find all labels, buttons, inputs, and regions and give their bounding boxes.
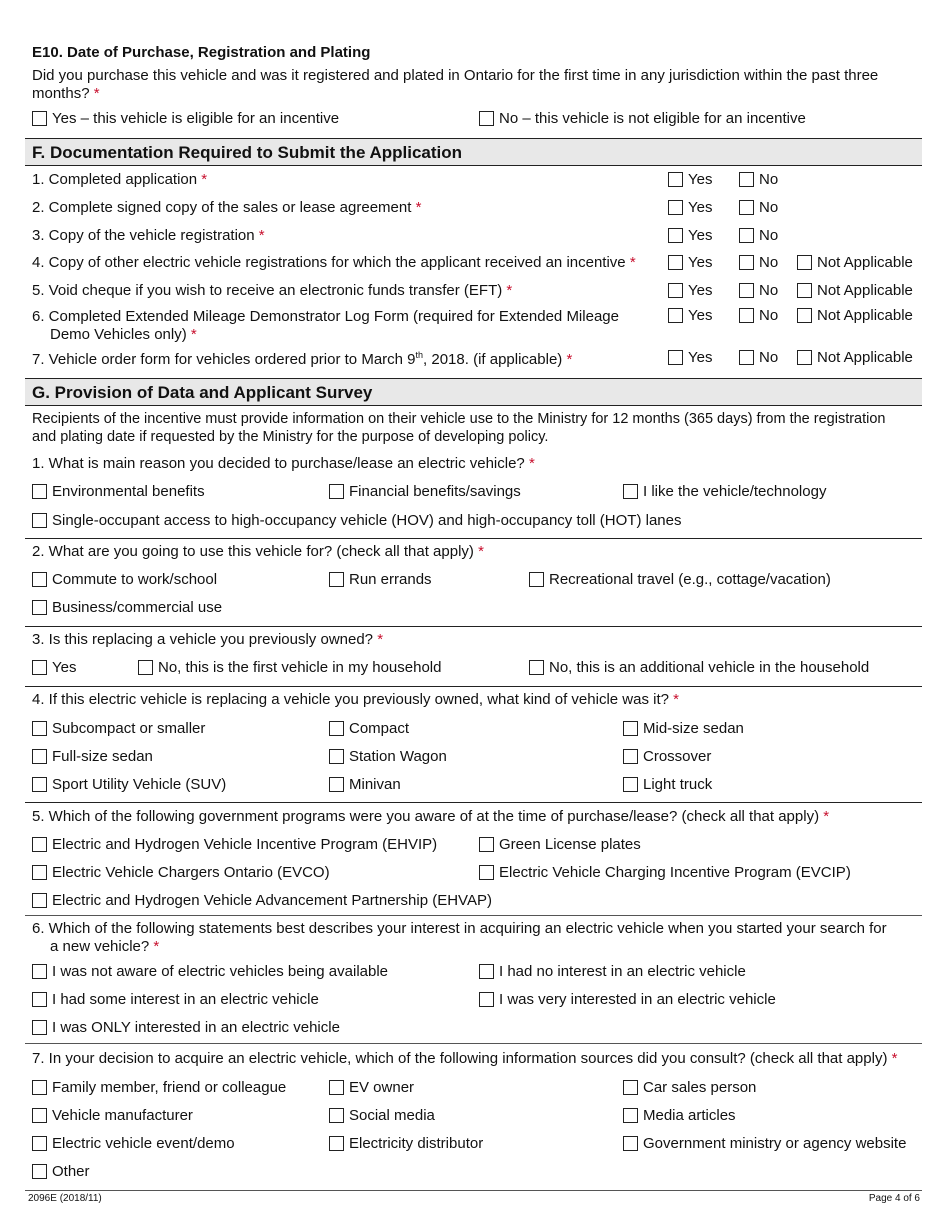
divider (25, 538, 922, 539)
q7-option-manufacturer[interactable]: Vehicle manufacturer (32, 1107, 193, 1124)
doc-item-6: 6. Completed Extended Mileage Demonstrator Log Form (required for Extended Mileage (32, 308, 619, 325)
q4-question: 4. If this electric vehicle is replacing a vehicle you previously owned, what kind of vehicle was it? * (32, 691, 679, 708)
q4-option-midsize[interactable]: Mid-size sedan (623, 720, 744, 737)
doc-item-4: 4. Copy of other electric vehicle registrations for which the applicant received an incentive * (32, 254, 636, 271)
q7-option-government-website[interactable]: Government ministry or agency website (623, 1135, 906, 1152)
doc-3-yes[interactable]: Yes (668, 227, 712, 244)
doc-item-7: 7. Vehicle order form for vehicles ordered prior to March 9th, 2018. (if applicable) * (32, 350, 573, 368)
q6-question-cont: a new vehicle? * (50, 938, 160, 955)
doc-1-yes[interactable]: Yes (668, 171, 712, 188)
q1-option-hov[interactable]: Single-occupant access to high-occupancy vehicle (HOV) and high-occupancy toll (HOT) lanes (32, 512, 681, 529)
doc-7-no[interactable]: No (739, 349, 778, 366)
q4-option-subcompact[interactable]: Subcompact or smaller (32, 720, 205, 737)
doc-2-yes[interactable]: Yes (668, 199, 712, 216)
doc-item-1: 1. Completed application * (32, 171, 208, 188)
q7-option-social-media[interactable]: Social media (329, 1107, 435, 1124)
divider (25, 915, 922, 916)
doc-7-na[interactable]: Not Applicable (797, 349, 913, 366)
q5-option-ehvap[interactable]: Electric and Hydrogen Vehicle Advancement Partnership (EHVAP) (32, 892, 492, 909)
q7-question: 7. In your decision to acquire an electric vehicle, which of the following information sources did you consult? (check all that apply) * (32, 1050, 898, 1067)
doc-2-no[interactable]: No (739, 199, 778, 216)
q7-option-media-articles[interactable]: Media articles (623, 1107, 736, 1124)
section-g-header: G. Provision of Data and Applicant Survey (25, 378, 922, 406)
e10-title: E10. Date of Purchase, Registration and Plating (32, 44, 371, 61)
q3-question: 3. Is this replacing a vehicle you previously owned? * (32, 631, 384, 648)
q7-option-car-sales[interactable]: Car sales person (623, 1079, 756, 1096)
q5-question: 5. Which of the following government programs were you aware of at the time of purchase/lease? (check all that apply) * (32, 808, 830, 825)
q3-option-first-vehicle[interactable]: No, this is the first vehicle in my household (138, 659, 441, 676)
q5-option-ehvip[interactable]: Electric and Hydrogen Vehicle Incentive Program (EHVIP) (32, 836, 437, 853)
doc-5-no[interactable]: No (739, 282, 778, 299)
q3-option-additional-vehicle[interactable]: No, this is an additional vehicle in the household (529, 659, 869, 676)
doc-7-yes[interactable]: Yes (668, 349, 712, 366)
q1-option-financial[interactable]: Financial benefits/savings (329, 483, 521, 500)
q6-question: 6. Which of the following statements best describes your interest in acquiring an electric vehicle when you started your search for (32, 920, 887, 937)
e10-no-checkbox[interactable]: No – this vehicle is not eligible for an incentive (479, 110, 806, 127)
q4-option-light-truck[interactable]: Light truck (623, 776, 712, 793)
q4-option-minivan[interactable]: Minivan (329, 776, 401, 793)
q2-option-recreational[interactable]: Recreational travel (e.g., cottage/vacation) (529, 571, 831, 588)
q4-option-suv[interactable]: Sport Utility Vehicle (SUV) (32, 776, 226, 793)
doc-item-3: 3. Copy of the vehicle registration * (32, 227, 265, 244)
q2-option-errands[interactable]: Run errands (329, 571, 432, 588)
e10-question: Did you purchase this vehicle and was it registered and plated in Ontario for the first time in any jurisdiction within the past three months? * (32, 67, 879, 102)
doc-6-yes[interactable]: Yes (668, 307, 712, 324)
divider (25, 686, 922, 687)
q2-option-commute[interactable]: Commute to work/school (32, 571, 217, 588)
q7-option-electricity-distributor[interactable]: Electricity distributor (329, 1135, 483, 1152)
q1-option-environmental[interactable]: Environmental benefits (32, 483, 205, 500)
q6-option-only-ev[interactable]: I was ONLY interested in an electric vehicle (32, 1019, 340, 1036)
q5-option-evco[interactable]: Electric Vehicle Chargers Ontario (EVCO) (32, 864, 330, 881)
doc-4-na[interactable]: Not Applicable (797, 254, 913, 271)
q6-option-not-aware[interactable]: I was not aware of electric vehicles being available (32, 963, 388, 980)
footer-divider (25, 1190, 922, 1191)
doc-6-na[interactable]: Not Applicable (797, 307, 913, 324)
doc-6-no[interactable]: No (739, 307, 778, 324)
q5-option-evcip[interactable]: Electric Vehicle Charging Incentive Program (EVCIP) (479, 864, 851, 881)
doc-4-no[interactable]: No (739, 254, 778, 271)
section-f-header: F. Documentation Required to Submit the Application (25, 138, 922, 166)
q6-option-very-interested[interactable]: I was very interested in an electric vehicle (479, 991, 776, 1008)
q1-option-technology[interactable]: I like the vehicle/technology (623, 483, 826, 500)
q4-option-fullsize[interactable]: Full-size sedan (32, 748, 153, 765)
doc-4-yes[interactable]: Yes (668, 254, 712, 271)
form-id: 2096E (2018/11) (28, 1193, 102, 1204)
section-g-intro: Recipients of the incentive must provide information on their vehicle use to the Ministry for 12 months (365 days) from the registration and plating date if requested by the Ministry for the purpose of developing policy. (32, 411, 886, 445)
doc-3-no[interactable]: No (739, 227, 778, 244)
q7-option-ev-owner[interactable]: EV owner (329, 1079, 414, 1096)
q6-option-no-interest[interactable]: I had no interest in an electric vehicle (479, 963, 746, 980)
doc-5-yes[interactable]: Yes (668, 282, 712, 299)
q6-option-some-interest[interactable]: I had some interest in an electric vehicle (32, 991, 319, 1008)
doc-item-5: 5. Void cheque if you wish to receive an electronic funds transfer (EFT) * (32, 282, 513, 299)
q4-option-station-wagon[interactable]: Station Wagon (329, 748, 447, 765)
doc-item-2: 2. Complete signed copy of the sales or lease agreement * (32, 199, 422, 216)
q5-option-green-plates[interactable]: Green License plates (479, 836, 641, 853)
q4-option-compact[interactable]: Compact (329, 720, 409, 737)
divider (25, 1043, 922, 1044)
divider (25, 802, 922, 803)
doc-item-6-cont: Demo Vehicles only) * (50, 326, 197, 343)
e10-yes-checkbox[interactable]: Yes – this vehicle is eligible for an incentive (32, 110, 339, 127)
doc-1-no[interactable]: No (739, 171, 778, 188)
divider (25, 626, 922, 627)
q2-question: 2. What are you going to use this vehicle for? (check all that apply) * (32, 543, 484, 560)
page-number: Page 4 of 6 (868, 1193, 920, 1204)
q2-option-business[interactable]: Business/commercial use (32, 599, 222, 616)
q7-option-event-demo[interactable]: Electric vehicle event/demo (32, 1135, 235, 1152)
q1-question: 1. What is main reason you decided to purchase/lease an electric vehicle? * (32, 455, 535, 472)
q4-option-crossover[interactable]: Crossover (623, 748, 711, 765)
doc-5-na[interactable]: Not Applicable (797, 282, 913, 299)
q7-option-family[interactable]: Family member, friend or colleague (32, 1079, 286, 1096)
q3-option-yes[interactable]: Yes (32, 659, 76, 676)
q7-option-other[interactable]: Other (32, 1163, 90, 1180)
